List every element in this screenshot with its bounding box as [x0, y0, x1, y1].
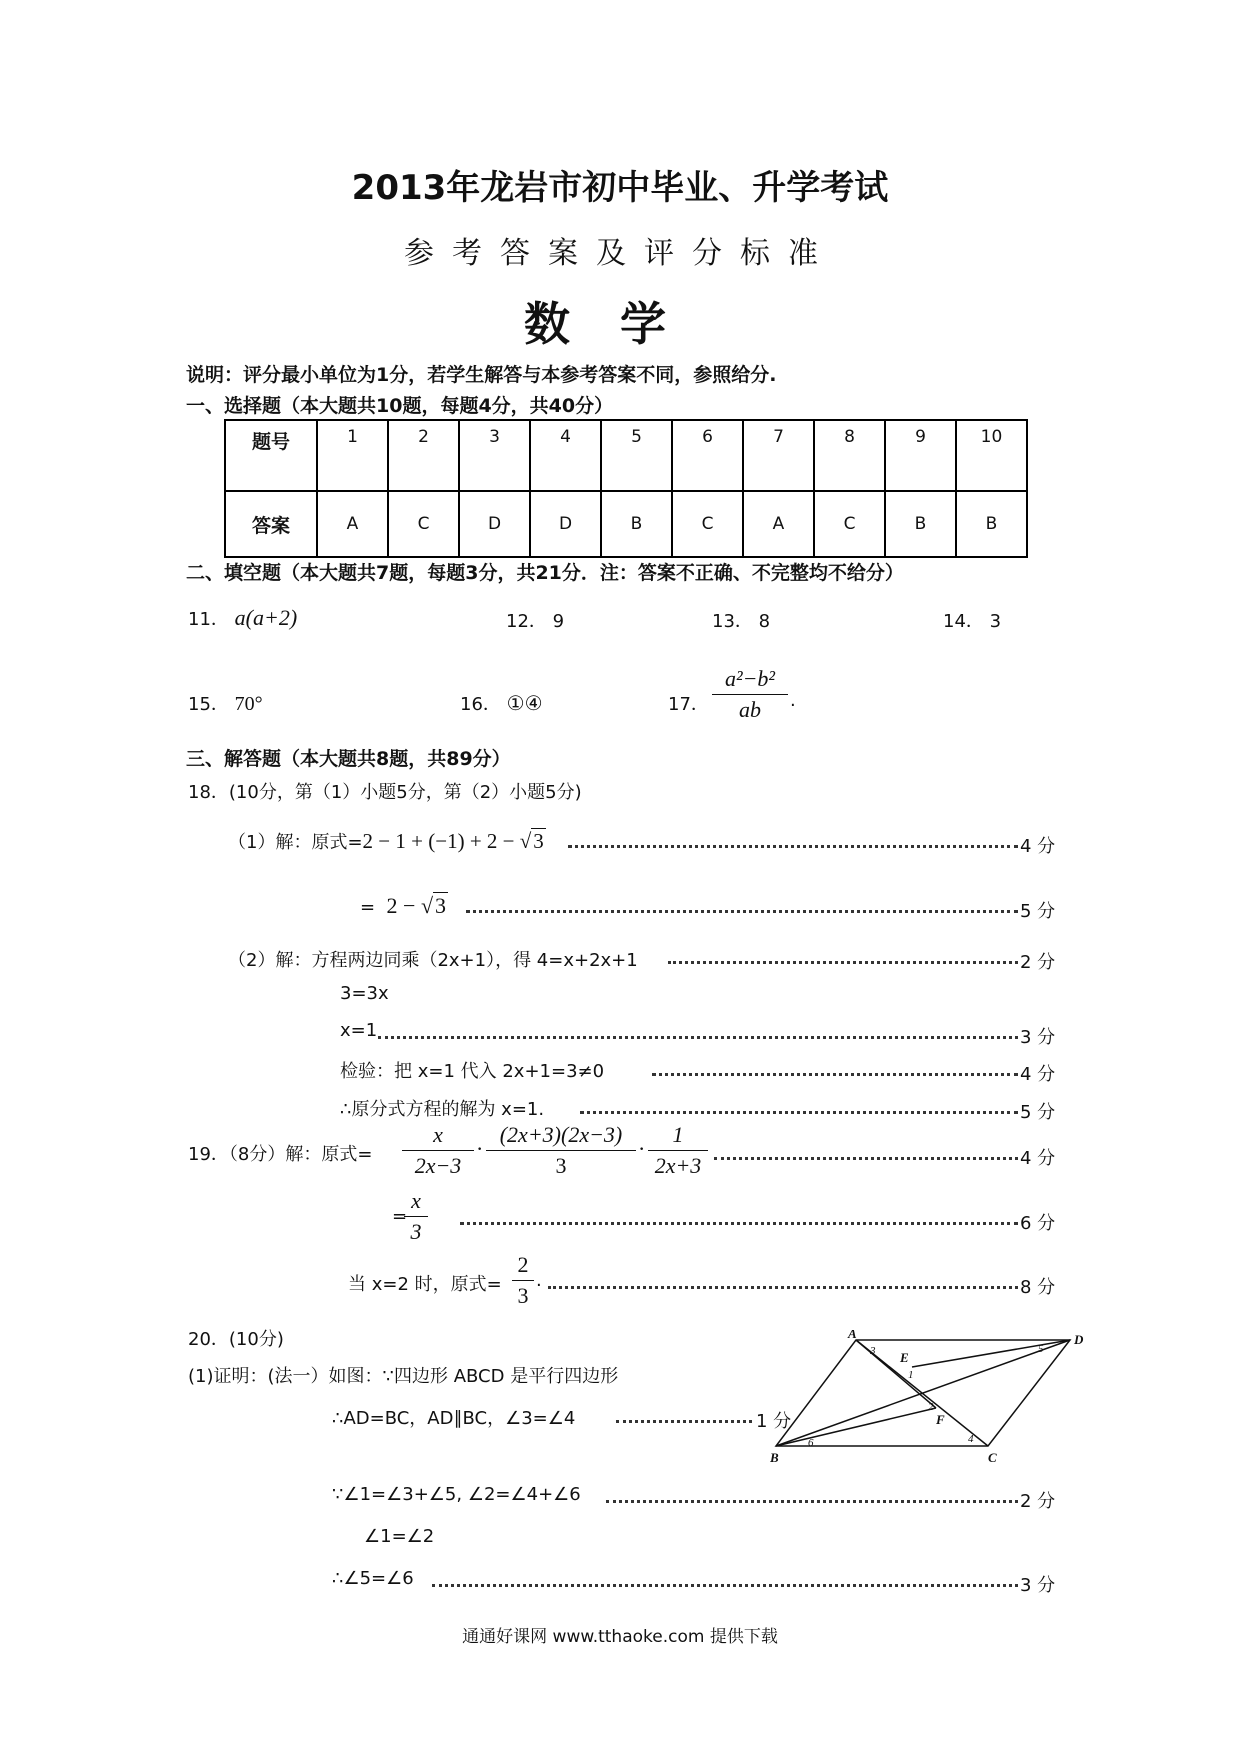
points-label: 5 分 [1020, 1102, 1056, 1123]
dot-leader [616, 1420, 752, 1423]
dot-leader [668, 961, 1018, 964]
table-cell: 1 [317, 420, 388, 491]
points-label: 4 分 [1020, 836, 1056, 857]
q19-fraction-3 [648, 1122, 708, 1179]
points-label: 1 分 [756, 1411, 792, 1432]
dot-leader [568, 845, 1018, 848]
section1-heading: 一、选择题（本大题共10题，每题4分，共40分） [186, 395, 614, 417]
q18-p2-line1: （2）解：方程两边同乘（2x+1），得 4=x+2x+1 [228, 950, 638, 971]
q18-p2-line3: x=1 [340, 1020, 378, 1041]
vertex-label-a: A [848, 1330, 857, 1341]
page-subtitle: 参考答案及评分标准 [404, 236, 836, 271]
answer-table [224, 419, 1028, 558]
subject-title: 数学 [524, 297, 716, 351]
footer: 通通好课网 www.tthaoke.com 提供下载 [462, 1627, 778, 1647]
fraction-numerator: x [411, 1188, 421, 1213]
fraction-denominator: 3 [555, 1153, 567, 1178]
table-cell: 7 [743, 420, 814, 491]
q19-fraction-2 [486, 1122, 636, 1179]
radicand: 3 [533, 829, 544, 853]
table-row-numbers [225, 420, 1027, 491]
expression: 2 − [386, 893, 421, 918]
points-label: 6 分 [1020, 1213, 1056, 1234]
fill-item-12 [506, 607, 564, 633]
fraction-numerator: a²−b² [724, 666, 776, 691]
table-cell: C [672, 491, 743, 557]
q18-p2-line5: ∴原分式方程的解为 x=1. [340, 1099, 545, 1120]
dot-leader [378, 1036, 1018, 1039]
row-label-answer: 答案 [225, 491, 317, 557]
fill-item-17-fraction [712, 666, 788, 723]
item-answer: 9 [552, 611, 565, 632]
table-cell: B [956, 491, 1027, 557]
fill-item-17-tail: . [790, 690, 796, 711]
page-title: 2013年龙岩市初中毕业、升学考试 [351, 168, 889, 208]
row-label-number: 题号 [225, 420, 317, 491]
table-cell: A [317, 491, 388, 557]
item-answer: ①④ [506, 691, 543, 715]
q20-line3: ∵∠1=∠3+∠5, ∠2=∠4+∠6 [332, 1484, 581, 1505]
dot-leader [580, 1111, 1018, 1114]
line-prefix: （1）解：原式= [228, 832, 363, 853]
multiply-dot: · [476, 1136, 484, 1161]
item-number: 12． [506, 611, 547, 632]
vertex-label-c: C [988, 1450, 997, 1465]
table-cell: C [814, 491, 885, 557]
fraction-numerator: 1 [672, 1122, 684, 1147]
fraction-denominator: ab [739, 697, 761, 722]
points-label: 5 分 [1020, 901, 1056, 922]
note: 说明：评分最小单位为1分，若学生解答与本参考答案不同，参照给分. [186, 364, 777, 386]
q18-p2-line2: 3=3x [340, 983, 389, 1004]
item-answer: 3 [989, 611, 1002, 632]
q20-line2: ∴AD=BC，AD∥BC，∠3=∠4 [332, 1408, 576, 1429]
table-cell: B [601, 491, 672, 557]
item-number: 13． [712, 611, 753, 632]
dot-leader [714, 1157, 1018, 1160]
table-cell: D [459, 491, 530, 557]
q20-line5: ∴∠5=∠6 [332, 1568, 414, 1589]
q18-p1-line1: （1）解：原式=2 − 1 + (−1) + 2 − √3 [228, 829, 544, 853]
angle-label-2: 2 [928, 1401, 934, 1413]
vertex-label-b: B [770, 1450, 779, 1465]
item-answer: a(a+2) [234, 605, 298, 630]
section2-heading: 二、填空题（本大题共7题，每题3分，共21分．注：答案不正确、不完整均不给分） [186, 562, 904, 584]
fraction-denominator: 2x−3 [414, 1153, 462, 1178]
fraction-numerator: 2 [517, 1252, 529, 1277]
table-cell: 9 [885, 420, 956, 491]
angle-label-5: 5 [1038, 1343, 1044, 1355]
radicand: 3 [435, 893, 447, 918]
fill-item-14 [943, 607, 1001, 633]
fraction-denominator: 3 [410, 1219, 422, 1244]
points-label: 2 分 [1020, 1491, 1056, 1512]
item-answer: 8 [758, 611, 771, 632]
q20-line4: ∠1=∠2 [364, 1526, 435, 1547]
table-cell: 4 [530, 420, 601, 491]
fraction-denominator: 3 [517, 1283, 529, 1308]
point-label-e: E [900, 1350, 909, 1365]
parallelogram-figure [770, 1330, 1100, 1480]
angle-label-6: 6 [808, 1437, 814, 1449]
dot-leader [460, 1222, 1018, 1225]
angle-label-1: 1 [908, 1369, 914, 1381]
fill-item-17-number: 17． [668, 694, 709, 715]
table-cell: 6 [672, 420, 743, 491]
table-cell: D [530, 491, 601, 557]
q18-p2-line4: 检验：把 x=1 代入 2x+1=3≠0 [340, 1061, 605, 1082]
item-answer: 70° [234, 693, 263, 715]
point-label-f: F [936, 1412, 945, 1427]
q19-fraction-1 [402, 1122, 474, 1179]
dot-leader [652, 1073, 1018, 1076]
q19-heading: 19．（8分）解：原式= [188, 1144, 373, 1165]
fraction-denominator: 2x+3 [654, 1153, 702, 1178]
table-cell: A [743, 491, 814, 557]
points-label: 3 分 [1020, 1027, 1056, 1048]
q20-line1: (1)证明：(法一）如图：∵四边形 ABCD 是平行四边形 [188, 1366, 619, 1387]
q19-line3: 当 x=2 时，原式= [348, 1274, 502, 1295]
table-cell: 3 [459, 420, 530, 491]
q20-heading: 20．(10分) [188, 1329, 284, 1350]
points-label: 4 分 [1020, 1148, 1056, 1169]
angle-label-3: 3 [870, 1345, 876, 1357]
table-cell: 8 [814, 420, 885, 491]
fill-item-16 [460, 690, 543, 716]
points-label: 8 分 [1020, 1277, 1056, 1298]
vertex-label-d: D [1074, 1332, 1084, 1347]
q18-p1-line2: = 2 − √3 [360, 893, 447, 918]
dot-leader [606, 1500, 1018, 1503]
table-cell: 10 [956, 420, 1027, 491]
fraction-numerator: x [433, 1122, 443, 1147]
fill-item-13 [712, 607, 770, 633]
dot-leader [466, 910, 1018, 913]
dot-leader [432, 1584, 1018, 1587]
table-cell: B [885, 491, 956, 557]
fill-item-11 [188, 605, 297, 631]
points-label: 2 分 [1020, 952, 1056, 973]
table-cell: 5 [601, 420, 672, 491]
section3-heading: 三、解答题（本大题共8题，共89分） [186, 748, 511, 770]
table-row-answers [225, 491, 1027, 557]
item-number: 15． [188, 694, 229, 715]
table-cell: C [388, 491, 459, 557]
q19-fraction-5 [512, 1252, 534, 1309]
fraction-numerator: (2x+3)(2x−3) [499, 1122, 623, 1147]
points-label: 4 分 [1020, 1064, 1056, 1085]
dot-leader [548, 1286, 1018, 1289]
angle-label-4: 4 [968, 1433, 974, 1445]
points-label: 3 分 [1020, 1575, 1056, 1596]
table-cell: 2 [388, 420, 459, 491]
item-number: 16． [460, 694, 501, 715]
q18-heading: 18．(10分，第（1）小题5分，第（2）小题5分) [188, 782, 582, 803]
q19-fraction-4 [404, 1188, 428, 1245]
q19-line3-tail: . [536, 1270, 542, 1291]
item-number: 14． [943, 611, 984, 632]
multiply-dot: · [638, 1136, 646, 1161]
q19-line2-eq: = [392, 1206, 408, 1227]
line-prefix: = [360, 897, 376, 918]
expression: 2 − 1 + (−1) + 2 − [362, 829, 520, 853]
fill-item-15 [188, 690, 263, 716]
item-number: 11． [188, 609, 229, 630]
